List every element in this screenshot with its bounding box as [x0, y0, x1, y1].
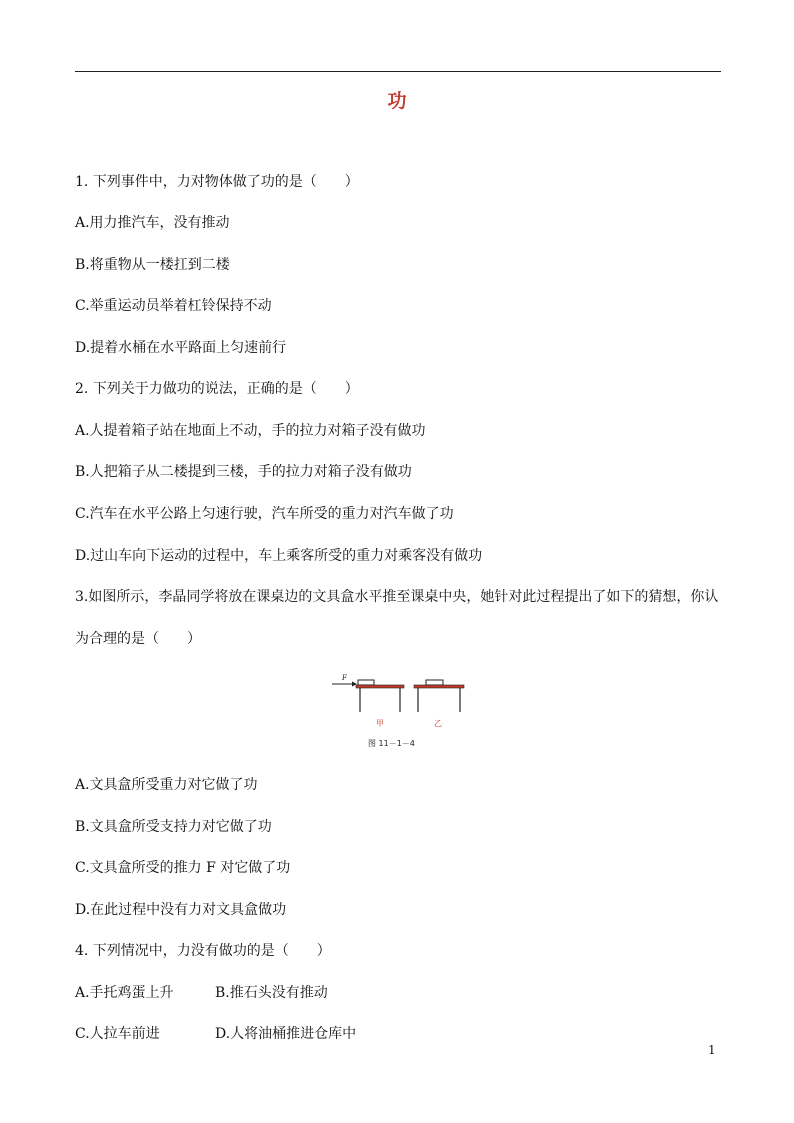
- question-1-option-a: A.用力推汽车，没有推动: [75, 215, 230, 231]
- pencil-box-b: [426, 680, 443, 685]
- question-2-option-b: B.人把箱子从二楼提到三楼，手的拉力对箱子没有做功: [75, 464, 412, 480]
- question-3-option-c: C.文具盒所受的推力 F 对它做了功: [75, 860, 291, 876]
- desk-top-a: [356, 685, 404, 688]
- question-2-option-c: C.汽车在水平公路上匀速行驶，汽车所受的重力对汽车做了功: [75, 506, 454, 522]
- question-4-stem: 4. 下列情况中，力没有做功的是（ ）: [75, 943, 331, 959]
- question-1-option-d: D.提着水桶在水平路面上匀速前行: [75, 340, 287, 356]
- label-yi: 乙: [434, 719, 442, 728]
- page-title: 功: [387, 90, 407, 112]
- question-4-option-b: B.推石头没有推动: [215, 985, 328, 1001]
- figure-caption: 图 11－1－4: [368, 739, 415, 748]
- question-1-option-b: B.将重物从一楼扛到二楼: [75, 257, 230, 273]
- question-3-stem-line1: 3.如图所示，李晶同学将放在课桌边的文具盒水平推至课桌中央，她针对此过程提出了如下的猜想，你认: [75, 589, 719, 605]
- question-2-option-d: D.过山车向下运动的过程中，车上乘客所受的重力对乘客没有做功: [75, 548, 483, 564]
- pencil-box-a: [358, 680, 374, 685]
- question-1-stem: 1. 下列事件中，力对物体做了功的是（ ）: [75, 174, 359, 190]
- page-number: 1: [708, 1043, 716, 1057]
- question-1-option-c: C.举重运动员举着杠铃保持不动: [75, 298, 272, 314]
- question-2-option-a: A.人提着箱子站在地面上不动，手的拉力对箱子没有做功: [75, 423, 426, 439]
- header-rule: [75, 71, 721, 72]
- question-3-stem-line2: 为合理的是（ ）: [75, 631, 201, 647]
- question-3-option-d: D.在此过程中没有力对文具盒做功: [75, 902, 287, 918]
- question-4-option-a: A.手托鸡蛋上升: [75, 985, 174, 1001]
- question-2-stem: 2. 下列关于力做功的说法，正确的是（ ）: [75, 381, 359, 397]
- label-jia: 甲: [376, 719, 384, 728]
- desk-top-b: [414, 685, 464, 688]
- force-label: F: [342, 674, 347, 682]
- desk-figure: [330, 672, 470, 752]
- question-4-option-d: D.人将油桶推进仓库中: [215, 1026, 357, 1042]
- question-3-option-a: A.文具盒所受重力对它做了功: [75, 777, 258, 793]
- question-3-option-b: B.文具盒所受支持力对它做了功: [75, 819, 272, 835]
- question-4-option-c: C.人拉车前进: [75, 1026, 160, 1042]
- desk-diagram: [330, 672, 470, 752]
